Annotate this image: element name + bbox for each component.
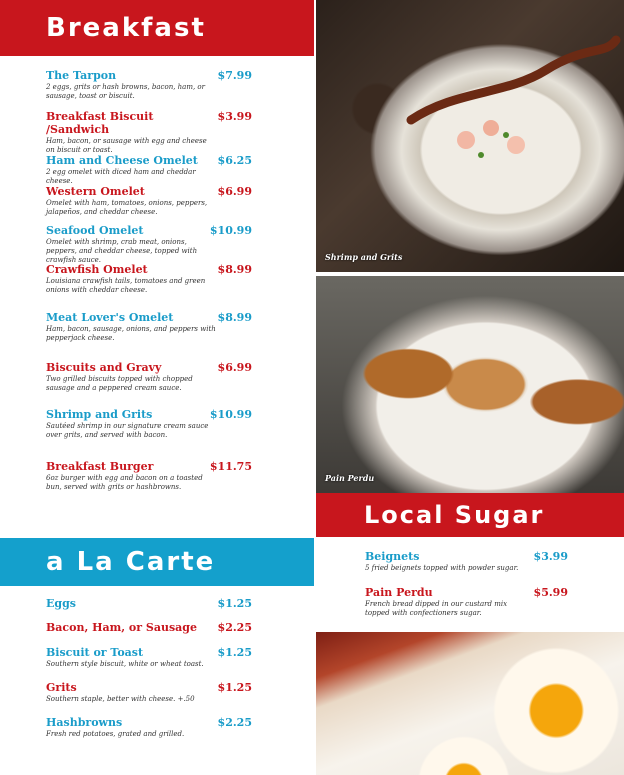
menu-item-shrimp-grits [46, 408, 252, 440]
local-sugar-section-header [316, 493, 624, 537]
shrimp-and-grits-photo [316, 0, 624, 272]
item-name: Western Omelet [46, 185, 145, 198]
menu-item-biscuits-gravy [46, 361, 252, 393]
menu-item-ham-cheese-omelet [46, 154, 252, 186]
menu-item-seafood-omelet [46, 224, 252, 265]
a-la-carte-title: a La Carte [46, 547, 216, 577]
item-description: Southern staple, better with cheese. +.50 [46, 695, 195, 703]
item-description: Omelet with ham, tomatoes, onions, peppers, jalapeños, and cheddar cheese. [46, 199, 208, 216]
menu-item-biscuit-toast [46, 646, 252, 669]
menu-item-breakfast-biscuit [46, 110, 252, 155]
item-description: 5 fried beignets topped with powder sugar. [365, 564, 519, 572]
item-name: Hashbrowns [46, 716, 123, 729]
item-name: Breakfast Burger [46, 460, 154, 473]
item-name: Meat Lover's Omelet [46, 311, 174, 324]
item-price: $1.25 [217, 597, 252, 610]
item-name: Eggs [46, 597, 76, 610]
menu-item-pain-perdu [365, 586, 568, 618]
item-description: Omelet with shrimp, crab meat, onions, peppers, and cheddar cheese, topped with crawfish sauce. [46, 238, 198, 264]
item-price: $6.99 [217, 361, 252, 374]
item-name: Shrimp and Grits [46, 408, 153, 421]
menu-item-grits [46, 681, 252, 704]
item-price: $3.99 [533, 550, 568, 563]
item-price: $7.99 [217, 69, 252, 82]
item-description: Louisiana crawfish tails, tomatoes and green onions with cheddar cheese. [46, 277, 206, 294]
menu-item-meat-lovers-omelet [46, 311, 252, 343]
item-name: Crawfish Omelet [46, 263, 148, 276]
item-name: Biscuit or Toast [46, 646, 144, 659]
menu-item-the-tarpon [46, 69, 252, 101]
menu-item-bacon-ham-sausage [46, 621, 252, 634]
item-name: Beignets [365, 550, 420, 563]
item-description: 2 eggs, grits or hash browns, bacon, ham, or sausage, toast or biscuit. [46, 83, 205, 100]
item-description: Two grilled biscuits topped with chopped sausage and a peppered cream sauce. [46, 375, 193, 392]
item-name: Pain Perdu [365, 586, 433, 599]
menu-item-hashbrowns [46, 716, 252, 739]
item-price: $6.25 [217, 154, 252, 167]
item-price: $5.99 [533, 586, 568, 599]
item-description: 2 egg omelet with diced ham and cheddar cheese. [46, 168, 196, 185]
breakfast-title: Breakfast [46, 13, 206, 43]
item-price: $10.99 [209, 408, 252, 421]
item-name: Biscuits and Gravy [46, 361, 162, 374]
item-price: $2.25 [217, 716, 252, 729]
menu-item-western-omelet [46, 185, 252, 217]
eggs-and-bacon-photo [316, 632, 624, 775]
item-description: 6oz burger with egg and bacon on a toasted bun, served with grits or hashbrowns. [46, 474, 203, 491]
item-description: Southern style biscuit, white or wheat toast. [46, 660, 204, 668]
item-price: $8.99 [217, 311, 252, 324]
menu-item-crawfish-omelet [46, 263, 252, 295]
item-name: Ham and Cheese Omelet [46, 154, 198, 167]
item-price: $6.99 [217, 185, 252, 198]
item-name: Bacon, Ham, or Sausage [46, 621, 197, 634]
item-description: Sautéed shrimp in our signature cream sauce over grits, and served with bacon. [46, 422, 209, 439]
item-description: Ham, bacon, sausage, onions, and peppers with pepperjack cheese. [46, 325, 216, 342]
breakfast-section-header [0, 0, 314, 56]
menu-item-breakfast-burger [46, 460, 252, 492]
item-price: $2.25 [217, 621, 252, 634]
photo-caption: Shrimp and Grits [325, 252, 403, 262]
item-name: Grits [46, 681, 77, 694]
item-description: Ham, bacon, or sausage with egg and cheese on biscuit or toast. [46, 137, 207, 154]
item-name: Breakfast Biscuit /Sandwich [46, 110, 154, 136]
item-price: $11.75 [209, 460, 252, 473]
pain-perdu-photo [316, 276, 624, 493]
local-sugar-title: Local Sugar [364, 501, 545, 529]
photo-caption: Pain Perdu [325, 473, 375, 483]
menu-item-eggs [46, 597, 252, 610]
item-description: Fresh red potatoes, grated and grilled. [46, 730, 185, 738]
item-price: $8.99 [217, 263, 252, 276]
bacon-strip-illustration [316, 0, 624, 272]
a-la-carte-section-header [0, 538, 314, 586]
item-price: $3.99 [217, 110, 252, 123]
item-description: French bread dipped in our custard mix topped with confectioners sugar. [365, 600, 508, 617]
menu-item-beignets [365, 550, 568, 573]
item-price: $1.25 [217, 681, 252, 694]
item-price: $1.25 [217, 646, 252, 659]
item-price: $10.99 [209, 224, 252, 237]
item-name: Seafood Omelet [46, 224, 144, 237]
item-name: The Tarpon [46, 69, 117, 82]
